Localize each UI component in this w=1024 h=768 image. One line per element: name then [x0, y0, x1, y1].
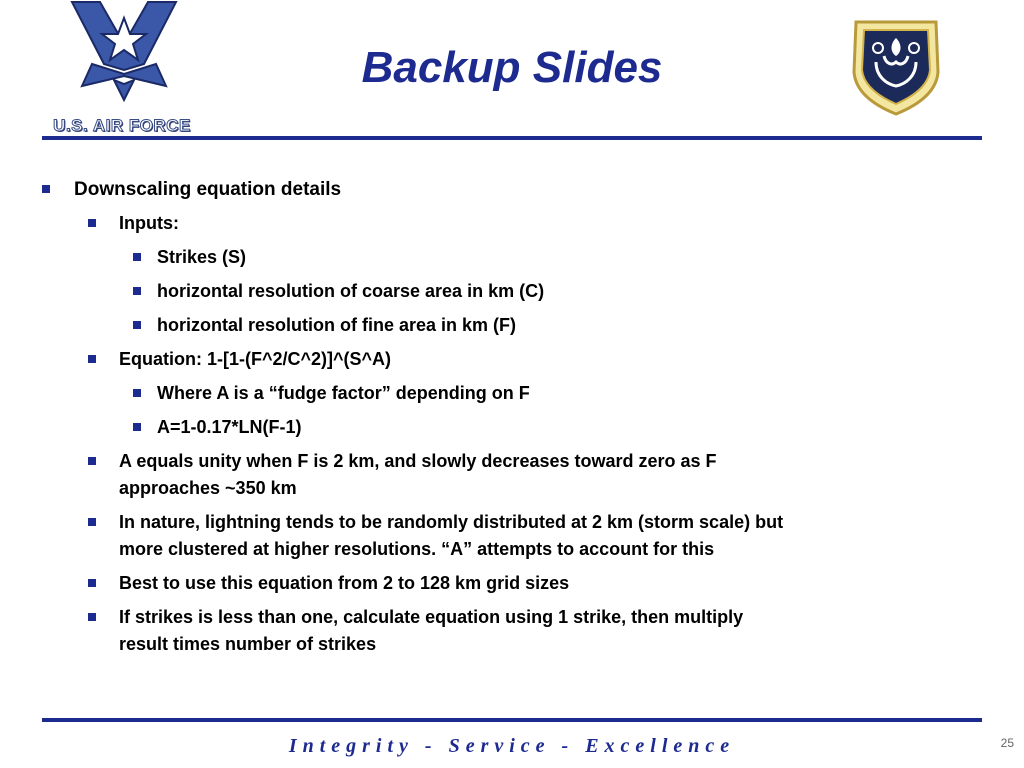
bullet-text-level-2: result times number of strikes	[119, 634, 377, 654]
bullet-marker	[133, 287, 141, 295]
bullet-text-level-3: horizontal resolution of coarse area in km (C)	[157, 281, 545, 301]
bullet-marker	[42, 185, 50, 193]
bullet-marker	[88, 355, 96, 363]
footer-motto: Integrity - Service - Excellence	[288, 735, 736, 757]
bullet-text-level-2: Inputs:	[119, 213, 179, 233]
bullet-text-level-1: Downscaling equation details	[74, 179, 342, 200]
bullet-marker	[88, 579, 96, 587]
bullet-text-level-2: Best to use this equation from 2 to 128 km grid sizes	[119, 573, 570, 593]
bullet-text-level-2: If strikes is less than one, calculate equation using 1 strike, then multiply	[119, 607, 744, 627]
bullet-marker	[88, 613, 96, 621]
bullet-marker	[133, 253, 141, 261]
air-force-weather-agency-emblem	[846, 12, 946, 118]
air-force-wordmark: U.S. AIR FORCE	[53, 116, 191, 135]
footer-divider	[42, 718, 982, 722]
bullet-text-level-2: approaches ~350 km	[119, 478, 297, 498]
bullet-text-level-2: more clustered at higher resolutions. “A” attempts to account for this	[119, 539, 715, 559]
header-divider	[42, 136, 982, 140]
page-number: 25	[1000, 736, 1014, 750]
bullet-marker	[133, 389, 141, 397]
bullet-text-level-3: A=1-0.17*LN(F-1)	[157, 417, 302, 437]
bullet-text-level-2: Equation: 1-[1-(F^2/C^2)]^(S^A)	[119, 349, 392, 369]
bullet-marker	[88, 219, 96, 227]
bullet-text-level-3: horizontal resolution of fine area in km (F)	[157, 315, 517, 335]
bullet-marker	[88, 518, 96, 526]
bullet-text-level-2: In nature, lightning tends to be randomly distributed at 2 km (storm scale) but	[119, 512, 784, 532]
page-title: Backup Slides	[361, 43, 663, 92]
bullet-text-level-3: Strikes (S)	[157, 247, 247, 267]
bullet-text-level-3: Where A is a “fudge factor” depending on F	[157, 383, 530, 403]
bullet-marker	[133, 423, 141, 431]
bullet-text-level-2: A equals unity when F is 2 km, and slowly decreases toward zero as F	[119, 451, 717, 471]
bullet-marker	[133, 321, 141, 329]
bullet-marker	[88, 457, 96, 465]
